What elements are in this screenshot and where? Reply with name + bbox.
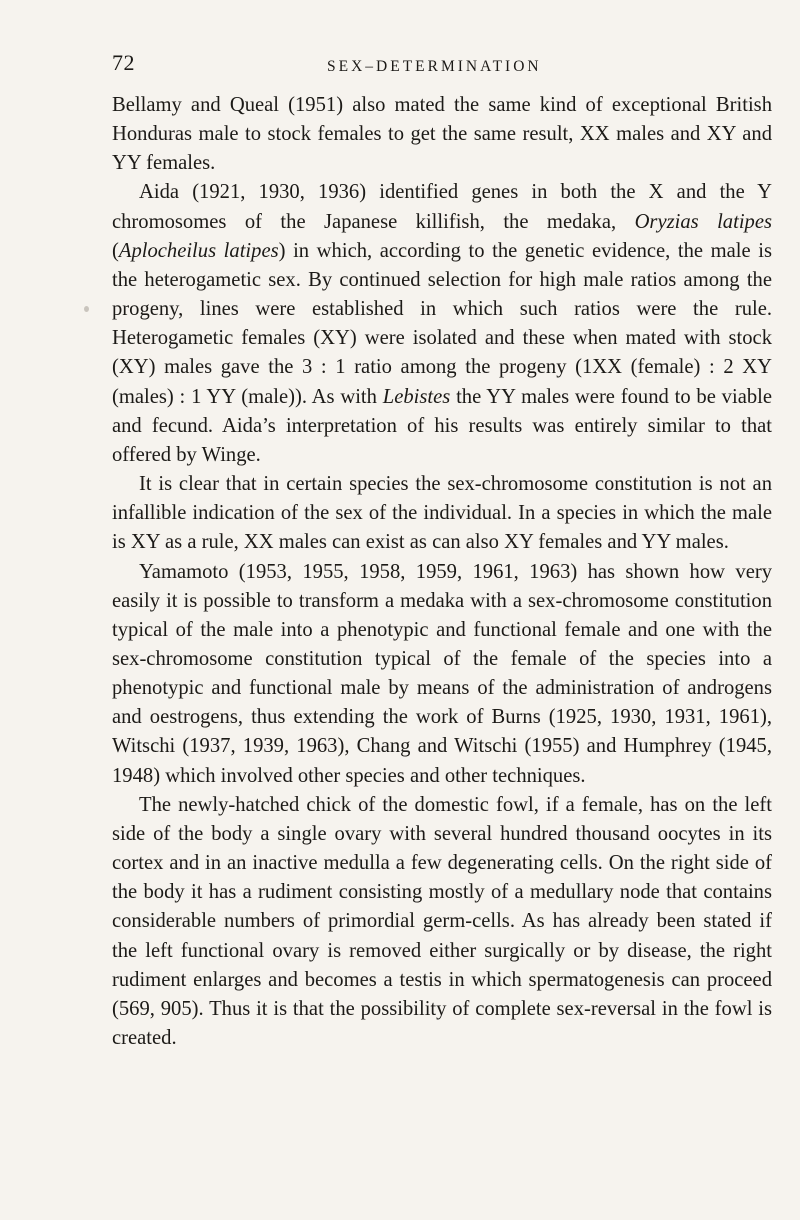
text-run: the YY males were found to be viable and fecund. Aida’s interpretation of his results was entirely similar to that offered by Winge. bbox=[112, 385, 772, 466]
paragraph bbox=[112, 470, 772, 557]
paragraph bbox=[112, 91, 772, 178]
genus-name-italic: Lebistes bbox=[382, 385, 451, 408]
text-run: Bellamy and Queal (1951) also mated the same kind of exceptional British Honduras male to stock females to get the same result, XX males and XY and YY females. bbox=[112, 94, 772, 175]
running-head: SEX–DETERMINATION bbox=[327, 58, 542, 75]
scan-speck bbox=[84, 306, 89, 312]
paragraph bbox=[112, 558, 772, 791]
text-run: The newly-hatched chick of the domestic fowl, if a female, has on the left side of the body a single ovary with several hundred thousand oocytes in its cortex and in an inactive medulla a few degenerating cells. On the right side of the body it has a rudiment consisting mostly of a medullary node that contains considerable numbers of primordial germ-cells. As has already been stated if the left functional ovary is removed either surgically or by disease, the right rudiment enlarges and becomes a testis in which spermatogenesis can proceed (569, 905). Thus it is that the possibility of complete sex-reversal in the fowl is created. bbox=[112, 793, 772, 1049]
text-run: Aida (1921, 1930, 1936) identified genes in both the X and the Y chromosomes of the Japanese killifish, the medaka, bbox=[112, 181, 772, 233]
paragraph bbox=[112, 178, 772, 470]
text-run: ) in which, according to the genetic evidence, the male is the heterogametic sex. By continued selection for high male ratios among the progeny, lines were established in which such ratios were the rule. Heterogametic females (XY) were isolated and these when mated with stock (XY) males gave the 3 : 1 ratio among the progeny (1XX (female) : 2 XY (males) : 1 YY (male)). As with bbox=[112, 239, 772, 408]
body-text bbox=[112, 91, 772, 1053]
text-run: ( bbox=[112, 239, 119, 262]
species-name-italic: Oryzias latipes bbox=[634, 210, 772, 233]
page-number: 72 bbox=[112, 50, 135, 75]
species-name-italic: Aplocheilus latipes bbox=[118, 239, 279, 262]
paragraph bbox=[112, 791, 772, 1053]
text-run: It is clear that in certain species the sex-chromosome constitution is not an infallible indication of the sex of the individual. In a species in which the male is XY as a rule, XX males can exist as can also XY females and YY males. bbox=[112, 473, 772, 554]
text-run: Yamamoto (1953, 1955, 1958, 1959, 1961, 1963) has shown how very easily it is possible to transform a medaka with a sex-chromosome constitution typical of the male into a phenotypic and functional female and one with the sex-chromosome constitution typical of the female of the species into a phenotypic and functional male by means of the administration of androgens and oestrogens, thus extending the work of Burns (1925, 1930, 1931, 1961), Witschi (1937, 1939, 1963), Chang and Witschi (1955) and Humphrey (1945, 1948) which involved other species and other techniques. bbox=[112, 560, 772, 787]
